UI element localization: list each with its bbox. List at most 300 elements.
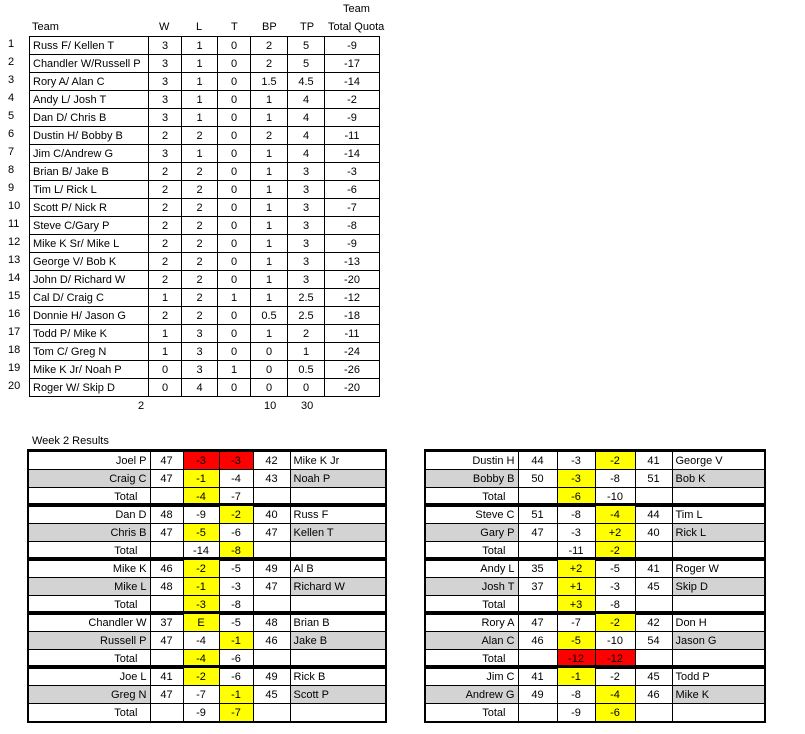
- opponent-score: -1: [219, 686, 253, 704]
- team-name: Mike K Jr/ Noah P: [30, 361, 149, 379]
- team-total-score: -9: [183, 704, 219, 722]
- player-quota: 35: [518, 560, 557, 578]
- match-player-row: [426, 668, 764, 686]
- stat-cell: -9: [325, 37, 380, 55]
- stat-cell: 1: [251, 271, 288, 289]
- opponent-name: Jason G: [672, 632, 764, 650]
- stat-cell: 2: [149, 235, 182, 253]
- player-name: Russell P: [29, 632, 150, 650]
- stat-cell: 2: [182, 253, 218, 271]
- player-score: -1: [183, 470, 219, 488]
- stat-cell: 2.5: [288, 289, 325, 307]
- stat-cell: 2: [182, 199, 218, 217]
- stat-cell: -11: [325, 127, 380, 145]
- col-header-team: Team: [32, 21, 59, 33]
- opponent-quota: 48: [253, 614, 290, 632]
- opponent-total-score: -6: [595, 704, 635, 722]
- empty-cell: [290, 704, 385, 722]
- stat-cell: 2: [251, 55, 288, 73]
- stat-cell: 3: [288, 199, 325, 217]
- right-match-block: [424, 557, 766, 615]
- player-name: Jim C: [426, 668, 518, 686]
- team-total-score: -11: [557, 542, 595, 560]
- opponent-name: Russ F: [290, 506, 385, 524]
- player-quota: 46: [150, 560, 183, 578]
- stat-cell: 1.5: [251, 73, 288, 91]
- opponent-score: -3: [219, 452, 253, 470]
- opponent-name: Richard W: [290, 578, 385, 596]
- opponent-quota: 40: [635, 524, 672, 542]
- rank-number: 5: [8, 110, 15, 122]
- col-header-total-quota: Total Quota: [328, 21, 385, 33]
- match-player-row: [29, 470, 385, 488]
- rank-number: 20: [8, 380, 21, 392]
- stat-cell: 1: [182, 91, 218, 109]
- stat-cell: 0: [218, 253, 251, 271]
- stat-cell: 3: [149, 145, 182, 163]
- match-total-row: [426, 704, 764, 722]
- opponent-name: Noah P: [290, 470, 385, 488]
- player-name: Steve C: [426, 506, 518, 524]
- total-t: 2: [138, 400, 145, 412]
- player-name: Bobby B: [426, 470, 518, 488]
- stat-cell: 0: [218, 235, 251, 253]
- col-header-w: W: [159, 21, 170, 33]
- opponent-quota: 49: [253, 560, 290, 578]
- right-match-block: [424, 503, 766, 561]
- stat-cell: 2: [288, 325, 325, 343]
- team-name: Dan D/ Chris B: [30, 109, 149, 127]
- rank-number: 14: [8, 272, 21, 284]
- opponent-score: -2: [219, 506, 253, 524]
- stat-cell: 1: [251, 199, 288, 217]
- right-match-block: [424, 449, 766, 507]
- opponent-name: Mike K: [672, 686, 764, 704]
- player-quota: 37: [518, 578, 557, 596]
- stat-cell: -14: [325, 145, 380, 163]
- player-score: -5: [557, 632, 595, 650]
- stat-cell: 4: [288, 109, 325, 127]
- stat-cell: 0: [251, 379, 288, 397]
- standings-row: [30, 37, 380, 55]
- player-quota: 47: [150, 524, 183, 542]
- standings-row: [30, 235, 380, 253]
- match-player-row: [29, 614, 385, 632]
- stat-cell: 1: [182, 145, 218, 163]
- col-header-l: L: [196, 21, 203, 33]
- player-name: Craig C: [29, 470, 150, 488]
- total-label: Total: [29, 704, 150, 722]
- rank-number: 16: [8, 308, 21, 320]
- stat-cell: 4: [288, 91, 325, 109]
- team-name: Tom C/ Greg N: [30, 343, 149, 361]
- standings-table: [29, 36, 380, 397]
- opponent-total-score: -8: [219, 596, 253, 614]
- standings-row: [30, 253, 380, 271]
- opponent-quota: 40: [253, 506, 290, 524]
- rank-number: 9: [8, 182, 15, 194]
- team-name: John D/ Richard W: [30, 271, 149, 289]
- stat-cell: 4: [288, 145, 325, 163]
- match-total-row: [29, 704, 385, 722]
- total-tp: 30: [301, 400, 314, 412]
- stat-cell: 0: [218, 379, 251, 397]
- stat-cell: 1: [251, 289, 288, 307]
- opponent-total-score: -8: [219, 542, 253, 560]
- opponent-score: +2: [595, 524, 635, 542]
- standings-row: [30, 55, 380, 73]
- team-name: Jim C/Andrew G: [30, 145, 149, 163]
- team-name: Donnie H/ Jason G: [30, 307, 149, 325]
- opponent-score: -3: [219, 578, 253, 596]
- stat-cell: 3: [149, 55, 182, 73]
- standings-row: [30, 163, 380, 181]
- rank-number: 7: [8, 146, 15, 158]
- stat-cell: 1: [149, 343, 182, 361]
- stat-cell: 1: [251, 181, 288, 199]
- standings-row: [30, 73, 380, 91]
- team-name: Steve C/Gary P: [30, 217, 149, 235]
- total-label: Total: [426, 650, 518, 668]
- rank-number: 13: [8, 254, 21, 266]
- standings-row: [30, 217, 380, 235]
- player-name: Alan C: [426, 632, 518, 650]
- stat-cell: 2: [182, 307, 218, 325]
- stat-cell: 1: [149, 325, 182, 343]
- stat-cell: -24: [325, 343, 380, 361]
- empty-cell: [518, 704, 557, 722]
- team-total-score: -9: [557, 704, 595, 722]
- stat-cell: 1: [182, 73, 218, 91]
- stat-cell: 2: [182, 163, 218, 181]
- player-score: -4: [183, 632, 219, 650]
- stat-cell: 4.5: [288, 73, 325, 91]
- opponent-quota: 41: [635, 452, 672, 470]
- player-name: Joel P: [29, 452, 150, 470]
- opponent-name: George V: [672, 452, 764, 470]
- match-player-row: [29, 686, 385, 704]
- stat-cell: -26: [325, 361, 380, 379]
- team-name: Scott P/ Nick R: [30, 199, 149, 217]
- opponent-score: -3: [595, 578, 635, 596]
- player-score: +1: [557, 578, 595, 596]
- player-quota: 47: [150, 452, 183, 470]
- total-label: Total: [426, 704, 518, 722]
- stat-cell: -9: [325, 109, 380, 127]
- left-match-block: [27, 557, 387, 615]
- player-score: E: [183, 614, 219, 632]
- player-name: Mike L: [29, 578, 150, 596]
- opponent-quota: 41: [635, 560, 672, 578]
- team-name: Todd P/ Mike K: [30, 325, 149, 343]
- stat-cell: 3: [288, 181, 325, 199]
- stat-cell: -17: [325, 55, 380, 73]
- opponent-name: Jake B: [290, 632, 385, 650]
- player-score: +2: [557, 560, 595, 578]
- player-score: -7: [183, 686, 219, 704]
- opponent-quota: 42: [635, 614, 672, 632]
- team-name: Brian B/ Jake B: [30, 163, 149, 181]
- player-name: Gary P: [426, 524, 518, 542]
- rank-number: 17: [8, 326, 21, 338]
- player-name: Josh T: [426, 578, 518, 596]
- rank-number: 12: [8, 236, 21, 248]
- stat-cell: 0: [218, 37, 251, 55]
- stat-cell: 2: [251, 37, 288, 55]
- stat-cell: -9: [325, 235, 380, 253]
- stat-cell: -2: [325, 91, 380, 109]
- opponent-name: Rick L: [672, 524, 764, 542]
- player-name: Dan D: [29, 506, 150, 524]
- stat-cell: -20: [325, 379, 380, 397]
- opponent-total-score: -7: [219, 704, 253, 722]
- total-label: Total: [426, 488, 518, 506]
- col-header-bp: BP: [262, 21, 277, 33]
- player-name: Andy L: [426, 560, 518, 578]
- stat-cell: 1: [251, 109, 288, 127]
- match-player-row: [426, 470, 764, 488]
- opponent-total-score: -8: [595, 596, 635, 614]
- match-player-row: [426, 560, 764, 578]
- stat-cell: 2: [149, 163, 182, 181]
- stat-cell: 2.5: [288, 307, 325, 325]
- opponent-name: Don H: [672, 614, 764, 632]
- stat-cell: 0.5: [288, 361, 325, 379]
- opponent-total-score: -12: [595, 650, 635, 668]
- standings-row: [30, 379, 380, 397]
- player-name: Andrew G: [426, 686, 518, 704]
- stat-cell: 3: [288, 217, 325, 235]
- stat-cell: 2: [149, 181, 182, 199]
- stat-cell: 0: [218, 109, 251, 127]
- right-match-block: [424, 665, 766, 723]
- team-total-score: +3: [557, 596, 595, 614]
- opponent-score: -2: [595, 452, 635, 470]
- player-name: Rory A: [426, 614, 518, 632]
- player-name: Dustin H: [426, 452, 518, 470]
- opponent-score: -2: [595, 614, 635, 632]
- col-header-t: T: [231, 21, 238, 33]
- stat-cell: 1: [218, 289, 251, 307]
- opponent-quota: 45: [635, 668, 672, 686]
- stat-cell: 0: [149, 379, 182, 397]
- stat-cell: 1: [251, 235, 288, 253]
- match-player-row: [426, 524, 764, 542]
- stat-cell: 4: [288, 127, 325, 145]
- rank-number: 6: [8, 128, 15, 140]
- standings-row: [30, 289, 380, 307]
- player-quota: 47: [150, 470, 183, 488]
- total-label: Total: [426, 542, 518, 560]
- opponent-quota: 51: [635, 470, 672, 488]
- stat-cell: 3: [288, 163, 325, 181]
- stat-cell: -8: [325, 217, 380, 235]
- stat-cell: 2: [149, 271, 182, 289]
- stat-cell: 3: [182, 361, 218, 379]
- player-quota: 37: [150, 614, 183, 632]
- player-quota: 47: [150, 686, 183, 704]
- player-score: -3: [557, 470, 595, 488]
- match-player-row: [426, 686, 764, 704]
- total-label: Total: [29, 650, 150, 668]
- stat-cell: 1: [218, 361, 251, 379]
- stat-cell: -12: [325, 289, 380, 307]
- stat-cell: 4: [182, 379, 218, 397]
- player-score: -7: [557, 614, 595, 632]
- opponent-name: Scott P: [290, 686, 385, 704]
- standings-row: [30, 127, 380, 145]
- opponent-score: -5: [595, 560, 635, 578]
- opponent-total-score: -2: [595, 542, 635, 560]
- stat-cell: 3: [182, 325, 218, 343]
- stat-cell: 1: [251, 91, 288, 109]
- stat-cell: -14: [325, 73, 380, 91]
- stat-cell: 2: [251, 127, 288, 145]
- opponent-score: -8: [595, 470, 635, 488]
- player-score: -8: [557, 506, 595, 524]
- opponent-name: Skip D: [672, 578, 764, 596]
- standings-row: [30, 109, 380, 127]
- left-match-block: [27, 611, 387, 669]
- stat-cell: 0: [218, 55, 251, 73]
- stat-cell: -18: [325, 307, 380, 325]
- opponent-score: -1: [219, 632, 253, 650]
- player-quota: 41: [518, 668, 557, 686]
- col-header-tp: TP: [300, 21, 315, 33]
- opponent-quota: 47: [253, 578, 290, 596]
- stat-cell: 0: [218, 199, 251, 217]
- match-player-row: [29, 452, 385, 470]
- match-player-row: [426, 632, 764, 650]
- player-score: -3: [183, 452, 219, 470]
- opponent-name: Brian B: [290, 614, 385, 632]
- stat-cell: -3: [325, 163, 380, 181]
- total-label: Total: [29, 542, 150, 560]
- stat-cell: 1: [251, 163, 288, 181]
- opponent-score: -4: [595, 686, 635, 704]
- team-name: Andy L/ Josh T: [30, 91, 149, 109]
- standings-row: [30, 307, 380, 325]
- opponent-quota: 47: [253, 524, 290, 542]
- stat-cell: 0: [288, 379, 325, 397]
- player-name: Chris B: [29, 524, 150, 542]
- standings-row: [30, 199, 380, 217]
- match-player-row: [29, 524, 385, 542]
- player-name: Greg N: [29, 686, 150, 704]
- team-total-score: -4: [183, 488, 219, 506]
- match-player-row: [426, 614, 764, 632]
- rank-number: 11: [8, 218, 20, 230]
- stat-cell: 2: [182, 271, 218, 289]
- stat-cell: 3: [288, 235, 325, 253]
- opponent-name: Bob K: [672, 470, 764, 488]
- opponent-total-score: -10: [595, 488, 635, 506]
- standings-row: [30, 181, 380, 199]
- total-bp: 10: [264, 400, 277, 412]
- empty-cell: [672, 704, 764, 722]
- opponent-quota: 42: [253, 452, 290, 470]
- team-name: Rory A/ Alan C: [30, 73, 149, 91]
- match-player-row: [29, 506, 385, 524]
- stat-cell: 1: [149, 289, 182, 307]
- stat-cell: -7: [325, 199, 380, 217]
- stat-cell: 2: [182, 181, 218, 199]
- rank-number: 10: [8, 200, 21, 212]
- opponent-name: Roger W: [672, 560, 764, 578]
- stat-cell: 0.5: [251, 307, 288, 325]
- stat-cell: 0: [218, 73, 251, 91]
- stat-cell: 5: [288, 37, 325, 55]
- stat-cell: 1: [288, 343, 325, 361]
- team-name: Roger W/ Skip D: [30, 379, 149, 397]
- stat-cell: 0: [218, 217, 251, 235]
- player-score: -1: [183, 578, 219, 596]
- opponent-score: -6: [219, 668, 253, 686]
- opponent-quota: 45: [253, 686, 290, 704]
- opponent-quota: 43: [253, 470, 290, 488]
- stat-cell: 3: [149, 73, 182, 91]
- stat-cell: 1: [251, 145, 288, 163]
- opponent-score: -4: [595, 506, 635, 524]
- opponent-name: Kellen T: [290, 524, 385, 542]
- standings-row: [30, 271, 380, 289]
- stat-cell: 1: [182, 37, 218, 55]
- stat-cell: 3: [288, 271, 325, 289]
- match-player-row: [29, 578, 385, 596]
- total-label: Total: [29, 596, 150, 614]
- stat-cell: 0: [218, 307, 251, 325]
- stat-cell: 0: [218, 163, 251, 181]
- standings-row: [30, 145, 380, 163]
- team-total-score: -3: [183, 596, 219, 614]
- stat-cell: 3: [288, 253, 325, 271]
- rank-number: 15: [8, 290, 21, 302]
- match-player-row: [426, 578, 764, 596]
- match-player-row: [426, 452, 764, 470]
- opponent-name: Todd P: [672, 668, 764, 686]
- empty-cell: [253, 704, 290, 722]
- stat-cell: 0: [218, 145, 251, 163]
- match-player-row: [29, 632, 385, 650]
- player-name: Joe L: [29, 668, 150, 686]
- stat-cell: 0: [218, 127, 251, 145]
- left-match-block: [27, 665, 387, 723]
- opponent-quota: 46: [635, 686, 672, 704]
- opponent-score: -5: [219, 614, 253, 632]
- standings-row: [30, 325, 380, 343]
- rank-number: 19: [8, 362, 21, 374]
- player-name: Chandler W: [29, 614, 150, 632]
- team-total-score: -12: [557, 650, 595, 668]
- stat-cell: 2: [182, 289, 218, 307]
- player-quota: 51: [518, 506, 557, 524]
- standings-row: [30, 361, 380, 379]
- player-quota: 47: [518, 614, 557, 632]
- opponent-quota: 45: [635, 578, 672, 596]
- total-quota-header-top: Team: [343, 3, 370, 15]
- opponent-name: Mike K Jr: [290, 452, 385, 470]
- stat-cell: 0: [218, 91, 251, 109]
- player-quota: 49: [518, 686, 557, 704]
- empty-cell: [150, 704, 183, 722]
- opponent-total-score: -6: [219, 650, 253, 668]
- rank-number: 2: [8, 56, 15, 68]
- team-total-score: -4: [183, 650, 219, 668]
- stat-cell: 0: [218, 343, 251, 361]
- stat-cell: 2: [149, 307, 182, 325]
- stat-cell: -11: [325, 325, 380, 343]
- stat-cell: 3: [149, 109, 182, 127]
